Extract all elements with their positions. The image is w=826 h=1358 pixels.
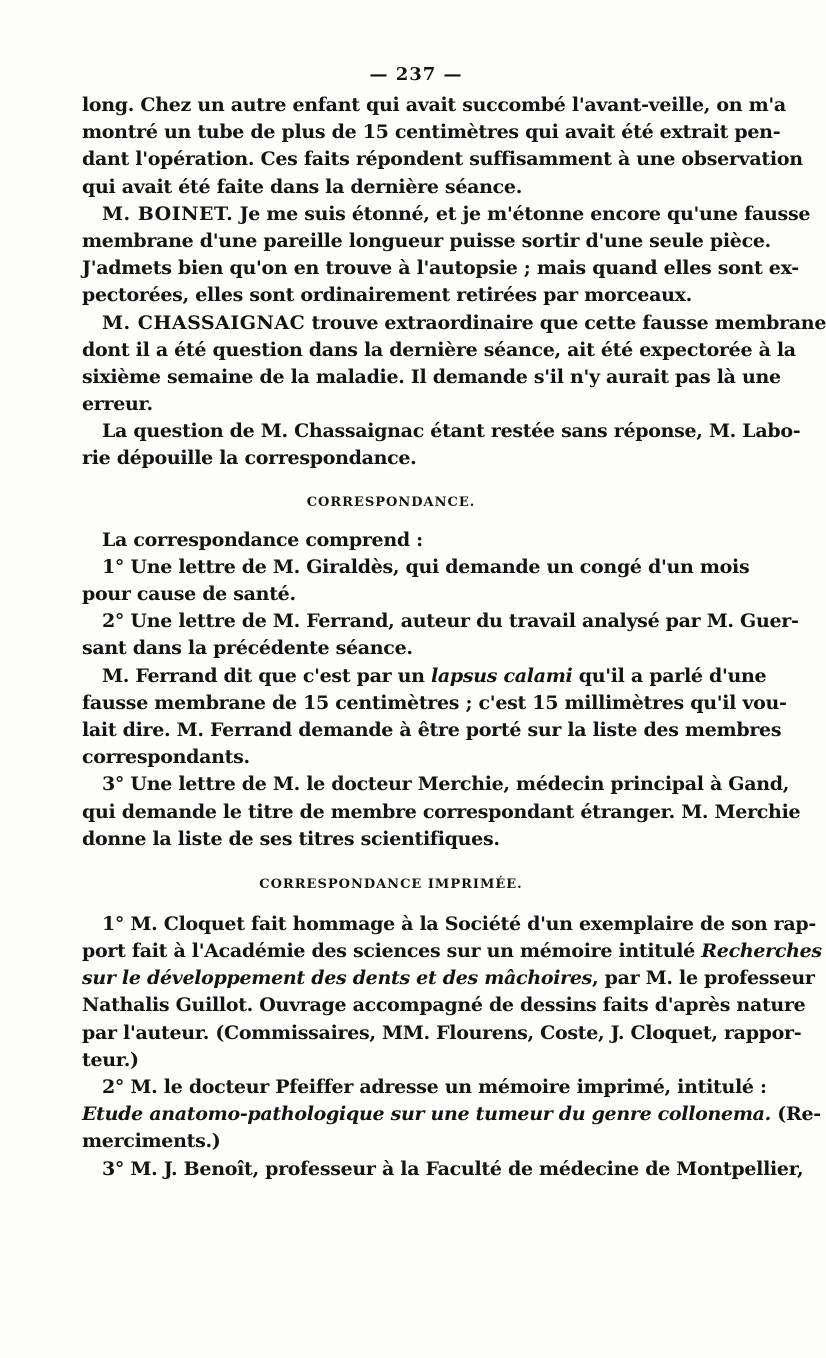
text-line: lait dire. M. Ferrand demande à être porté sur la liste des membres bbox=[82, 718, 782, 741]
text-line: membrane d'une pareille longueur puisse sortir d'une seule pièce. bbox=[82, 229, 771, 252]
text-line: fausse membrane de 15 centimètres ; c'est 15 millimètres qu'il vou- bbox=[82, 691, 787, 714]
text-run: (Re- bbox=[770, 1103, 821, 1126]
text-line bbox=[82, 310, 826, 337]
text-line: qui demande le titre de membre correspondant étranger. M. Merchie bbox=[82, 800, 801, 823]
page-number: — 237 — bbox=[369, 64, 463, 85]
paragraph-boinet bbox=[82, 201, 811, 310]
paragraph bbox=[82, 418, 801, 472]
speaker-name: M. BOINET. bbox=[102, 202, 234, 225]
text-line: 2° Une lettre de M. Ferrand, auteur du travail analysé par M. Guer- bbox=[102, 610, 799, 633]
text-line: 2° M. le docteur Pfeiffer adresse un mémoire imprimé, intitulé : bbox=[102, 1076, 767, 1098]
text-line: pour cause de santé. bbox=[82, 583, 296, 605]
text-line: dont il a été question dans la dernière séance, ait été expectorée à la bbox=[82, 338, 796, 361]
text-line: 1° Une lettre de M. Giraldès, qui demande un congé d'un mois bbox=[102, 555, 750, 578]
italic-run: Recherches bbox=[701, 940, 822, 963]
text-line: merciments.) bbox=[82, 1130, 221, 1153]
text-line: pectorées, elles sont ordinairement retirées par morceaux. bbox=[82, 284, 692, 307]
text-line: long. Chez un autre enfant qui avait succombé l'avant-veille, on m'a bbox=[82, 94, 786, 116]
document-page bbox=[82, 58, 826, 1183]
paragraph bbox=[82, 771, 801, 853]
paragraph bbox=[82, 1156, 804, 1183]
text-run: qu'il a parlé d'une bbox=[572, 664, 767, 687]
text-line: teur.) bbox=[82, 1048, 139, 1071]
text-line bbox=[82, 1101, 821, 1128]
text-line: La question de M. Chassaignac étant restée sans réponse, M. Labo- bbox=[102, 420, 801, 443]
italic-run: lapsus calami bbox=[430, 664, 573, 687]
paragraph bbox=[82, 1074, 821, 1156]
text-line: montré un tube de plus de 15 centimètres qui avait été extrait pen- bbox=[82, 121, 781, 144]
text-line: J'admets bien qu'on en trouve à l'autopsie ; mais quand elles sont ex- bbox=[82, 257, 799, 280]
italic-run: Etude anatomo-pathologique sur une tumeur du genre collonema. bbox=[82, 1103, 771, 1126]
text-line: dant l'opération. Ces faits répondent suffisamment à une observation bbox=[82, 148, 803, 171]
speaker-name: M. CHASSAIGNAC bbox=[102, 311, 306, 334]
paragraph bbox=[82, 608, 799, 662]
paragraph bbox=[82, 554, 750, 608]
text-line: 1° M. Cloquet fait hommage à la Société d'un exemplaire de son rap- bbox=[102, 912, 816, 935]
text-line: La correspondance comprend : bbox=[102, 528, 423, 551]
italic-run: sur le développement des dents et des mâchoires bbox=[82, 967, 593, 990]
paragraph bbox=[82, 527, 700, 554]
text-line: correspondants. bbox=[82, 746, 250, 769]
text-run: port fait à l'Académie des sciences sur un mémoire intitulé bbox=[82, 940, 702, 963]
text-line: Nathalis Guillot. Ouvrage accompagné de dessins faits d'après nature bbox=[82, 994, 806, 1017]
paragraph-chassaignac bbox=[82, 310, 826, 419]
text-line: rie dépouille la correspondance. bbox=[82, 447, 417, 470]
section-heading: CORRESPONDANCE IMPRIMÉE. bbox=[259, 876, 523, 892]
text-run: , par M. le professeur bbox=[592, 967, 815, 990]
text-run: trouve extraordinaire que cette fausse membrane bbox=[305, 311, 826, 334]
text-line: par l'auteur. (Commissaires, MM. Flourens, Coste, J. Cloquet, rappor- bbox=[82, 1021, 802, 1044]
text-line bbox=[82, 663, 767, 690]
text-line bbox=[82, 938, 822, 965]
text-run: M. Ferrand dit que c'est par un bbox=[102, 664, 431, 687]
text-line: donne la liste de ses titres scientifiques. bbox=[82, 827, 500, 850]
paragraph bbox=[82, 92, 803, 201]
text-line: sixième semaine de la maladie. Il demande s'il n'y aurait pas là une bbox=[82, 365, 781, 388]
text-line: qui avait été faite dans la dernière séance. bbox=[82, 175, 523, 198]
text-line bbox=[82, 965, 815, 992]
paragraph bbox=[82, 911, 822, 1074]
text-line: erreur. bbox=[82, 393, 153, 416]
section-heading: CORRESPONDANCE. bbox=[306, 494, 476, 510]
text-run: Je me suis étonné, et je m'étonne encore qu'une fausse bbox=[233, 202, 811, 225]
text-line: 3° Une lettre de M. le docteur Merchie, médecin principal à Gand, bbox=[102, 773, 790, 796]
paragraph bbox=[82, 663, 787, 772]
text-line: 3° M. J. Benoît, professeur à la Faculté de médecine de Montpellier, bbox=[102, 1157, 804, 1180]
text-line bbox=[82, 201, 811, 228]
text-line: sant dans la précédente séance. bbox=[82, 637, 413, 660]
